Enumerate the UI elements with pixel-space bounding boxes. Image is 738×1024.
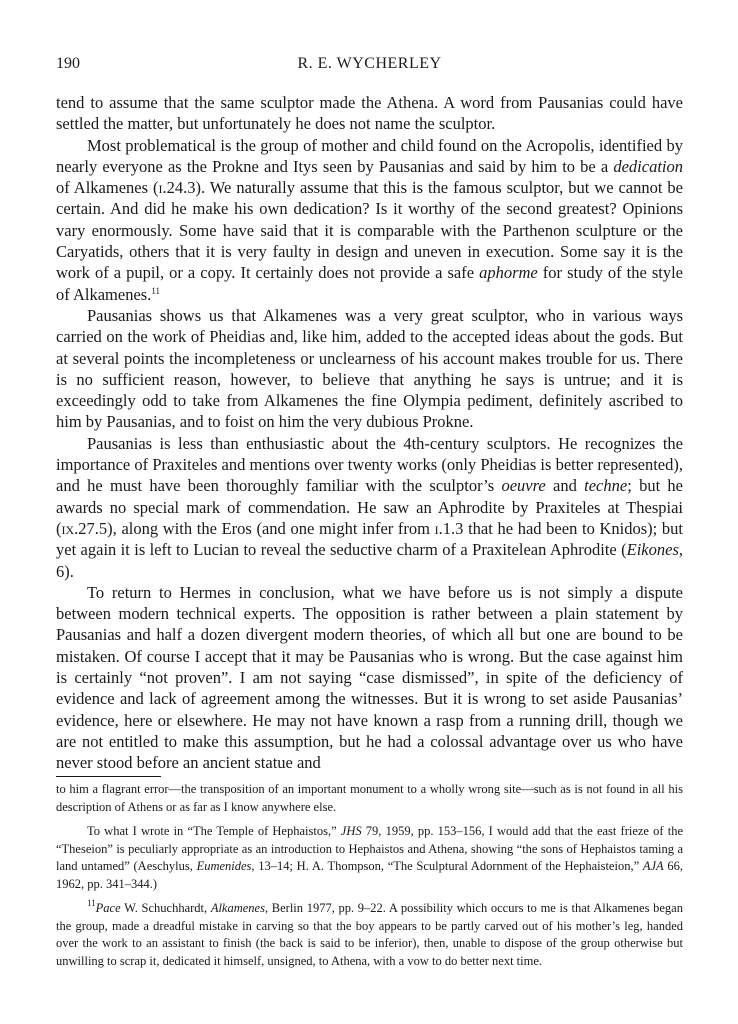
footnote-11: $^{11}$Pace W. Schuchhardt, Alkamenes, Berlin 1977, pp. 9–22. A possibility which occurs to me is that Alkamenes began the group, made a dreadful mistake in carving so that the boy appears to be partly carved out of his mother’s leg, handed over the work to an assistant to finish (the back is said to be inferior), then, unable to dispose of the group otherwise but unwilling to scrap it, dedicated it himself, unsigned, to Athena, with a vow to do better next time. xyxy=(56,898,683,968)
footnote-number: 11 xyxy=(87,898,96,908)
running-head: R. E. WYCHERLEY xyxy=(297,55,442,72)
footnote-ref-11: 11 xyxy=(151,285,160,296)
paragraph-1: tend to assume that the same sculptor made the Athena. A word from Pausanias could have settled the matter, but unfortunately he does not name the sculptor. xyxy=(56,93,683,134)
body-text xyxy=(56,92,683,774)
page-header xyxy=(56,55,683,75)
footnote-rule xyxy=(56,776,161,777)
footnote-continued: to him a flagrant error—the transposition of an important monument to a wholly wrong site—such as is not found in all his description of Athens or as far as I know anywhere else. xyxy=(56,782,683,814)
paragraph-4: Pausanias is less than enthusiastic about the 4th-century sculptors. He recognizes the importance of Praxiteles and mentions over twenty works (only Pheidias is better represented), and he must have been thoroughly familiar with the sculptor’s oeuvre and techne; but he awards no special mark of commendation. He saw an Aphrodite by Praxiteles at Thespiai (ix.27.5), along with the Eros (and one might infer from i.1.3 that he had been to Knidos); but yet again it is left to Lucian to reveal the seductive charm of a Praxitelean Aphrodite (Eikones, 6). xyxy=(56,433,684,581)
footnote-hephaistos: To what I wrote in “The Temple of Hephaistos,” JHS 79, 1959, pp. 153–156, I would add that the east frieze of the “Theseion” is peculiarly appropriate as an introduction to Hephaistos and Athena, showing “the sons of Hephaistos taming a land untamed” (Aeschylus, Eumenides, 13–14; H. A. Thompson, “The Sculptural Adornment of the Hephaisteion,” AJA 66, 1962, pp. 341–344.) xyxy=(56,824,683,891)
page-number: 190 xyxy=(56,55,80,72)
paragraph-3: Pausanias shows us that Alkamenes was a very great sculptor, who in various ways carried on the work of Pheidias and, like him, added to the accepted ideas about the gods. But at several points the incompleteness or unclearness of his account makes trouble for us. There is no sufficient reason, however, to believe that anything he says is untrue; and it is exceedingly odd to take from Alkamenes the fine Olympia pediment, definitely ascribed to him by Pausanias, and to foist on him the very dubious Prokne. xyxy=(56,305,683,432)
paragraph-5: To return to Hermes in conclusion, what we have before us is not simply a dispute between modern technical experts. The opposition is rather between a plain statement by Pausanias and half a dozen divergent modern theories, of which all but one are bound to be mistaken. Of course I accept that it may be Pausanias who is wrong. But the case against him is certainly “not proven”. I am not saying “case dismissed”, in spite of the deficiency of evidence and lack of agreement among the witnesses. But it is wrong to set aside Pausanias’ evidence, here or elsewhere. He may not have known a rasp from a running drill, though we are not entitled to make this assumption, but he had a colossal advantage over us who have never stood before an ancient statue and xyxy=(56,582,683,773)
footnotes xyxy=(56,781,683,970)
paragraph-2: Most problematical is the group of mother and child found on the Acropolis, identified by nearly everyone as the Prokne and Itys seen by Pausanias and said by him to be a dedication of Alkamenes (i.24.3). We naturally assume that this is the famous sculptor, but we cannot be certain. And did he make his own dedication? Is it worthy of the second greatest? Opinions vary enormously. Some have said that it is comparable with the Parthenon sculpture or the Caryatids, others that it is very faulty in design and uneven in execution. Some say it is the work of a pupil, or a copy. It certainly does not provide a safe aphorme for study of the style of Alkamenes.$^{11}$ xyxy=(56,135,683,304)
